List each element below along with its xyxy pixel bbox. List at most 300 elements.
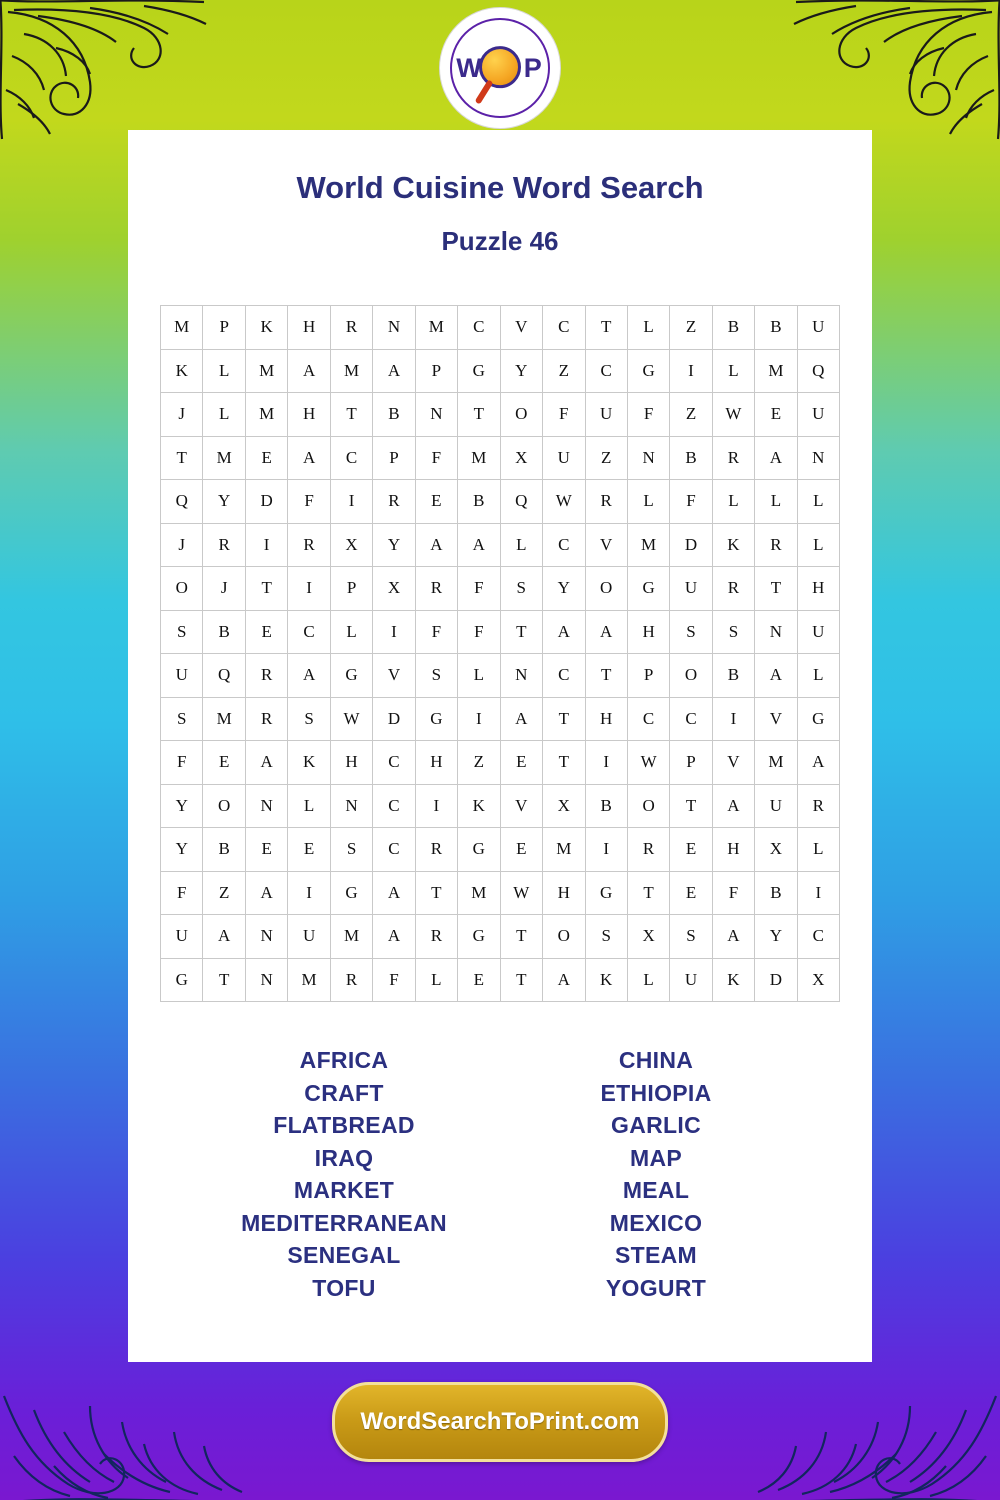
- grid-cell[interactable]: H: [415, 741, 457, 785]
- grid-cell[interactable]: K: [712, 523, 754, 567]
- grid-row: [161, 610, 840, 654]
- grid-cell[interactable]: N: [500, 654, 542, 698]
- grid-cell[interactable]: Q: [500, 480, 542, 524]
- grid-cell[interactable]: N: [245, 958, 287, 1002]
- grid-cell[interactable]: P: [415, 349, 457, 393]
- grid-cell[interactable]: U: [797, 306, 839, 350]
- grid-cell[interactable]: I: [712, 697, 754, 741]
- grid-cell[interactable]: C: [330, 436, 372, 480]
- grid-cell[interactable]: A: [373, 349, 415, 393]
- grid-cell[interactable]: H: [330, 741, 372, 785]
- grid-cell[interactable]: E: [415, 480, 457, 524]
- grid-cell[interactable]: R: [245, 654, 287, 698]
- grid-cell[interactable]: P: [373, 436, 415, 480]
- grid-cell[interactable]: L: [797, 523, 839, 567]
- grid-cell[interactable]: A: [458, 523, 500, 567]
- grid-cell[interactable]: V: [585, 523, 627, 567]
- grid-cell[interactable]: S: [585, 915, 627, 959]
- grid-cell[interactable]: G: [161, 958, 203, 1002]
- grid-cell[interactable]: A: [203, 915, 245, 959]
- grid-cell[interactable]: T: [330, 393, 372, 437]
- grid-cell[interactable]: T: [627, 871, 669, 915]
- grid-cell[interactable]: W: [330, 697, 372, 741]
- grid-cell[interactable]: R: [415, 828, 457, 872]
- grid-cell[interactable]: B: [458, 480, 500, 524]
- grid-cell[interactable]: U: [755, 784, 797, 828]
- grid-cell[interactable]: V: [500, 306, 542, 350]
- grid-cell[interactable]: L: [627, 306, 669, 350]
- grid-cell[interactable]: A: [712, 915, 754, 959]
- grid-cell[interactable]: P: [670, 741, 712, 785]
- grid-cell[interactable]: G: [330, 871, 372, 915]
- grid-cell[interactable]: N: [330, 784, 372, 828]
- grid-cell[interactable]: A: [245, 741, 287, 785]
- grid-cell[interactable]: E: [755, 393, 797, 437]
- grid-cell[interactable]: C: [543, 523, 585, 567]
- grid-cell[interactable]: R: [288, 523, 330, 567]
- grid-cell[interactable]: S: [670, 915, 712, 959]
- grid-cell[interactable]: F: [415, 610, 457, 654]
- grid-cell[interactable]: X: [543, 784, 585, 828]
- grid-cell[interactable]: T: [585, 654, 627, 698]
- grid-cell[interactable]: A: [500, 697, 542, 741]
- grid-cell[interactable]: A: [245, 871, 287, 915]
- grid-cell[interactable]: D: [245, 480, 287, 524]
- grid-row: [161, 871, 840, 915]
- grid-cell[interactable]: N: [373, 306, 415, 350]
- grid-cell[interactable]: F: [670, 480, 712, 524]
- grid-cell[interactable]: L: [712, 349, 754, 393]
- word-list-item: YOGURT: [605, 1274, 707, 1301]
- grid-cell[interactable]: I: [415, 784, 457, 828]
- grid-cell[interactable]: C: [458, 306, 500, 350]
- grid-cell[interactable]: X: [500, 436, 542, 480]
- word-list-item: FLATBREAD: [273, 1112, 415, 1138]
- grid-cell[interactable]: V: [500, 784, 542, 828]
- grid-row: [161, 567, 840, 611]
- grid-cell[interactable]: X: [330, 523, 372, 567]
- grid-cell[interactable]: M: [330, 915, 372, 959]
- grid-cell[interactable]: F: [543, 393, 585, 437]
- grid-row: [161, 958, 840, 1002]
- grid-cell[interactable]: M: [415, 306, 457, 350]
- grid-cell[interactable]: G: [330, 654, 372, 698]
- grid-row: [161, 654, 840, 698]
- grid-cell[interactable]: H: [288, 306, 330, 350]
- grid-cell[interactable]: C: [373, 828, 415, 872]
- grid-cell[interactable]: U: [797, 393, 839, 437]
- corner-ornament-top-left: [0, 0, 214, 144]
- logo-letter-left: W: [456, 52, 484, 83]
- grid-cell[interactable]: E: [288, 828, 330, 872]
- grid-cell[interactable]: L: [203, 393, 245, 437]
- grid-cell[interactable]: A: [415, 523, 457, 567]
- grid-cell[interactable]: K: [585, 958, 627, 1002]
- grid-cell[interactable]: M: [458, 871, 500, 915]
- grid-cell[interactable]: U: [288, 915, 330, 959]
- grid-cell[interactable]: I: [797, 871, 839, 915]
- grid-cell[interactable]: X: [797, 958, 839, 1002]
- grid-cell[interactable]: R: [712, 436, 754, 480]
- grid-cell[interactable]: M: [203, 697, 245, 741]
- grid-cell[interactable]: L: [627, 480, 669, 524]
- grid-cell[interactable]: E: [458, 958, 500, 1002]
- grid-cell[interactable]: L: [330, 610, 372, 654]
- grid-cell[interactable]: L: [797, 654, 839, 698]
- grid-cell[interactable]: P: [203, 306, 245, 350]
- puzzle-number: Puzzle 46: [441, 226, 559, 256]
- grid-cell[interactable]: M: [245, 393, 287, 437]
- grid-cell[interactable]: T: [415, 871, 457, 915]
- grid-cell[interactable]: O: [670, 654, 712, 698]
- grid-cell[interactable]: Z: [670, 306, 712, 350]
- grid-cell[interactable]: I: [288, 567, 330, 611]
- grid-cell[interactable]: T: [543, 697, 585, 741]
- grid-cell[interactable]: H: [288, 393, 330, 437]
- word-list-item: IRAQ: [314, 1144, 374, 1171]
- grid-cell[interactable]: G: [458, 349, 500, 393]
- grid-cell[interactable]: F: [161, 741, 203, 785]
- grid-cell[interactable]: Z: [585, 436, 627, 480]
- grid-cell[interactable]: E: [245, 610, 287, 654]
- grid-cell[interactable]: R: [712, 567, 754, 611]
- grid-cell[interactable]: M: [458, 436, 500, 480]
- grid-cell[interactable]: I: [245, 523, 287, 567]
- grid-cell[interactable]: R: [203, 523, 245, 567]
- grid-row: [161, 393, 840, 437]
- grid-cell[interactable]: O: [627, 784, 669, 828]
- grid-cell[interactable]: W: [543, 480, 585, 524]
- grid-cell[interactable]: I: [330, 480, 372, 524]
- grid-cell[interactable]: K: [245, 306, 287, 350]
- grid-cell[interactable]: G: [458, 828, 500, 872]
- grid-cell[interactable]: I: [670, 349, 712, 393]
- grid-cell[interactable]: L: [627, 958, 669, 1002]
- grid-cell[interactable]: W: [500, 871, 542, 915]
- grid-cell[interactable]: F: [458, 610, 500, 654]
- grid-cell[interactable]: Y: [500, 349, 542, 393]
- grid-cell[interactable]: H: [585, 697, 627, 741]
- grid-cell[interactable]: A: [288, 654, 330, 698]
- grid-cell[interactable]: E: [500, 741, 542, 785]
- logo-letters: [456, 53, 544, 84]
- grid-cell[interactable]: G: [585, 871, 627, 915]
- grid-cell[interactable]: H: [712, 828, 754, 872]
- grid-cell[interactable]: M: [203, 436, 245, 480]
- grid-cell[interactable]: T: [500, 958, 542, 1002]
- grid-cell[interactable]: N: [797, 436, 839, 480]
- grid-cell[interactable]: G: [627, 567, 669, 611]
- grid-cell[interactable]: Y: [543, 567, 585, 611]
- grid-cell[interactable]: F: [712, 871, 754, 915]
- grid-cell[interactable]: X: [627, 915, 669, 959]
- grid-cell[interactable]: B: [755, 871, 797, 915]
- grid-cell[interactable]: T: [500, 915, 542, 959]
- grid-cell[interactable]: M: [755, 741, 797, 785]
- grid-cell[interactable]: S: [161, 697, 203, 741]
- grid-cell[interactable]: E: [670, 828, 712, 872]
- grid-row: [161, 349, 840, 393]
- grid-cell[interactable]: O: [585, 567, 627, 611]
- word-list: [128, 1044, 872, 1304]
- grid-cell[interactable]: B: [203, 610, 245, 654]
- word-list-item: CRAFT: [304, 1079, 384, 1106]
- grid-cell[interactable]: M: [627, 523, 669, 567]
- grid-cell[interactable]: Q: [203, 654, 245, 698]
- grid-cell[interactable]: C: [670, 697, 712, 741]
- grid-cell[interactable]: T: [458, 393, 500, 437]
- word-list-item: GARLIC: [611, 1112, 701, 1138]
- grid-cell[interactable]: F: [161, 871, 203, 915]
- grid-cell[interactable]: T: [245, 567, 287, 611]
- grid-cell[interactable]: H: [543, 871, 585, 915]
- grid-cell[interactable]: P: [627, 654, 669, 698]
- grid-cell[interactable]: L: [415, 958, 457, 1002]
- word-list-item: TOFU: [312, 1274, 376, 1301]
- grid-cell[interactable]: J: [161, 523, 203, 567]
- grid-cell[interactable]: T: [585, 306, 627, 350]
- grid-cell[interactable]: L: [797, 480, 839, 524]
- grid-cell[interactable]: I: [288, 871, 330, 915]
- letter-grid-wrapper: [160, 305, 840, 1002]
- grid-cell[interactable]: A: [712, 784, 754, 828]
- grid-cell[interactable]: Z: [670, 393, 712, 437]
- grid-cell[interactable]: P: [330, 567, 372, 611]
- grid-cell[interactable]: U: [670, 958, 712, 1002]
- grid-cell[interactable]: K: [161, 349, 203, 393]
- grid-cell[interactable]: Y: [161, 784, 203, 828]
- grid-row: [161, 915, 840, 959]
- grid-cell[interactable]: L: [203, 349, 245, 393]
- grid-cell[interactable]: F: [415, 436, 457, 480]
- page-title: World Cuisine Word Search: [296, 170, 704, 205]
- grid-cell[interactable]: R: [245, 697, 287, 741]
- grid-cell[interactable]: F: [627, 393, 669, 437]
- grid-cell[interactable]: T: [543, 741, 585, 785]
- grid-cell[interactable]: L: [797, 828, 839, 872]
- grid-cell[interactable]: Z: [458, 741, 500, 785]
- grid-cell[interactable]: D: [373, 697, 415, 741]
- grid-cell[interactable]: A: [373, 871, 415, 915]
- grid-cell[interactable]: Q: [161, 480, 203, 524]
- grid-cell[interactable]: E: [500, 828, 542, 872]
- grid-cell[interactable]: M: [288, 958, 330, 1002]
- grid-cell[interactable]: A: [755, 654, 797, 698]
- grid-cell[interactable]: H: [797, 567, 839, 611]
- word-list-item: MEXICO: [609, 1209, 703, 1236]
- puzzle-sheet: [128, 130, 872, 1362]
- grid-cell[interactable]: B: [712, 654, 754, 698]
- grid-cell[interactable]: S: [500, 567, 542, 611]
- grid-cell[interactable]: M: [245, 349, 287, 393]
- grid-cell[interactable]: T: [161, 436, 203, 480]
- grid-cell[interactable]: O: [500, 393, 542, 437]
- grid-row: [161, 480, 840, 524]
- grid-cell[interactable]: Z: [203, 871, 245, 915]
- grid-cell[interactable]: A: [543, 610, 585, 654]
- grid-cell[interactable]: X: [755, 828, 797, 872]
- grid-cell[interactable]: C: [288, 610, 330, 654]
- grid-cell[interactable]: T: [670, 784, 712, 828]
- grid-cell[interactable]: M: [161, 306, 203, 350]
- logo-letter-right: P: [523, 52, 544, 83]
- grid-cell[interactable]: R: [585, 480, 627, 524]
- grid-cell[interactable]: K: [288, 741, 330, 785]
- grid-cell[interactable]: S: [670, 610, 712, 654]
- grid-cell[interactable]: A: [585, 610, 627, 654]
- grid-cell[interactable]: M: [755, 349, 797, 393]
- grid-cell[interactable]: I: [585, 741, 627, 785]
- word-list-item: AFRICA: [299, 1047, 389, 1073]
- grid-cell[interactable]: E: [670, 871, 712, 915]
- corner-ornament-top-right: [786, 0, 1000, 144]
- grid-cell[interactable]: C: [373, 741, 415, 785]
- grid-cell[interactable]: T: [755, 567, 797, 611]
- grid-cell[interactable]: U: [543, 436, 585, 480]
- grid-cell[interactable]: D: [755, 958, 797, 1002]
- grid-cell[interactable]: N: [755, 610, 797, 654]
- word-list-item: MEDITERRANEAN: [241, 1209, 447, 1236]
- grid-cell[interactable]: S: [712, 610, 754, 654]
- grid-cell[interactable]: V: [373, 654, 415, 698]
- grid-cell[interactable]: S: [161, 610, 203, 654]
- word-list-column-left: [188, 1044, 500, 1304]
- grid-cell[interactable]: U: [161, 654, 203, 698]
- grid-cell[interactable]: F: [458, 567, 500, 611]
- site-logo: [440, 8, 560, 128]
- grid-cell[interactable]: B: [755, 306, 797, 350]
- grid-cell[interactable]: Y: [755, 915, 797, 959]
- grid-cell[interactable]: G: [458, 915, 500, 959]
- grid-cell[interactable]: L: [458, 654, 500, 698]
- grid-cell[interactable]: F: [288, 480, 330, 524]
- grid-cell[interactable]: A: [755, 436, 797, 480]
- grid-cell[interactable]: B: [670, 436, 712, 480]
- grid-cell[interactable]: O: [203, 784, 245, 828]
- grid-cell[interactable]: E: [203, 741, 245, 785]
- grid-cell[interactable]: S: [415, 654, 457, 698]
- grid-cell[interactable]: S: [330, 828, 372, 872]
- word-list-item: ETHIOPIA: [600, 1079, 712, 1106]
- grid-cell[interactable]: C: [627, 697, 669, 741]
- grid-cell[interactable]: R: [330, 958, 372, 1002]
- grid-cell[interactable]: S: [288, 697, 330, 741]
- grid-cell[interactable]: L: [500, 523, 542, 567]
- grid-cell[interactable]: T: [203, 958, 245, 1002]
- grid-cell[interactable]: L: [755, 480, 797, 524]
- website-button-label: WordSearchToPrint.com: [360, 1408, 640, 1435]
- grid-cell[interactable]: N: [245, 784, 287, 828]
- grid-cell[interactable]: C: [373, 784, 415, 828]
- grid-cell[interactable]: W: [627, 741, 669, 785]
- grid-row: [161, 523, 840, 567]
- grid-cell[interactable]: C: [585, 349, 627, 393]
- grid-cell[interactable]: I: [373, 610, 415, 654]
- grid-cell[interactable]: T: [500, 610, 542, 654]
- grid-cell[interactable]: E: [245, 436, 287, 480]
- grid-row: [161, 306, 840, 350]
- grid-cell[interactable]: A: [288, 349, 330, 393]
- grid-cell[interactable]: R: [415, 567, 457, 611]
- grid-cell[interactable]: B: [373, 393, 415, 437]
- grid-cell[interactable]: Y: [373, 523, 415, 567]
- grid-cell[interactable]: C: [543, 306, 585, 350]
- grid-row: [161, 436, 840, 480]
- grid-cell[interactable]: M: [543, 828, 585, 872]
- grid-cell[interactable]: W: [712, 393, 754, 437]
- grid-cell[interactable]: U: [797, 610, 839, 654]
- word-list-item: SENEGAL: [287, 1242, 401, 1268]
- grid-cell[interactable]: U: [670, 567, 712, 611]
- grid-cell[interactable]: H: [627, 610, 669, 654]
- grid-cell[interactable]: O: [543, 915, 585, 959]
- grid-cell[interactable]: L: [288, 784, 330, 828]
- word-list-item: MARKET: [293, 1177, 395, 1203]
- letter-grid[interactable]: [160, 305, 840, 1002]
- grid-cell[interactable]: A: [797, 741, 839, 785]
- grid-cell[interactable]: R: [373, 480, 415, 524]
- grid-cell[interactable]: R: [627, 828, 669, 872]
- grid-row: [161, 697, 840, 741]
- website-button[interactable]: [332, 1382, 668, 1462]
- grid-cell[interactable]: G: [797, 697, 839, 741]
- grid-cell[interactable]: N: [415, 393, 457, 437]
- grid-cell[interactable]: B: [203, 828, 245, 872]
- grid-cell[interactable]: I: [585, 828, 627, 872]
- grid-cell[interactable]: U: [161, 915, 203, 959]
- grid-cell[interactable]: J: [203, 567, 245, 611]
- grid-cell[interactable]: O: [161, 567, 203, 611]
- grid-cell[interactable]: F: [373, 958, 415, 1002]
- grid-cell[interactable]: J: [161, 393, 203, 437]
- word-list-item: STEAM: [615, 1242, 697, 1268]
- grid-cell[interactable]: R: [415, 915, 457, 959]
- grid-cell[interactable]: N: [627, 436, 669, 480]
- word-list-item: MAP: [629, 1144, 682, 1171]
- grid-cell[interactable]: Y: [203, 480, 245, 524]
- grid-cell[interactable]: X: [373, 567, 415, 611]
- grid-cell[interactable]: U: [585, 393, 627, 437]
- grid-cell[interactable]: B: [585, 784, 627, 828]
- grid-cell[interactable]: C: [797, 915, 839, 959]
- grid-cell[interactable]: V: [712, 741, 754, 785]
- grid-cell[interactable]: Y: [161, 828, 203, 872]
- grid-row: [161, 828, 840, 872]
- grid-cell[interactable]: Z: [543, 349, 585, 393]
- grid-cell[interactable]: G: [415, 697, 457, 741]
- grid-cell[interactable]: D: [670, 523, 712, 567]
- grid-cell[interactable]: A: [288, 436, 330, 480]
- grid-cell[interactable]: A: [373, 915, 415, 959]
- grid-row: [161, 784, 840, 828]
- grid-cell[interactable]: G: [627, 349, 669, 393]
- grid-cell[interactable]: E: [245, 828, 287, 872]
- grid-cell[interactable]: C: [543, 654, 585, 698]
- grid-cell[interactable]: R: [330, 306, 372, 350]
- grid-cell[interactable]: R: [797, 784, 839, 828]
- grid-cell[interactable]: V: [755, 697, 797, 741]
- grid-cell[interactable]: I: [458, 697, 500, 741]
- grid-cell[interactable]: K: [458, 784, 500, 828]
- grid-cell[interactable]: L: [712, 480, 754, 524]
- grid-cell[interactable]: M: [330, 349, 372, 393]
- grid-cell[interactable]: B: [712, 306, 754, 350]
- grid-cell[interactable]: R: [755, 523, 797, 567]
- grid-cell[interactable]: N: [245, 915, 287, 959]
- grid-cell[interactable]: A: [543, 958, 585, 1002]
- grid-cell[interactable]: K: [712, 958, 754, 1002]
- grid-cell[interactable]: Q: [797, 349, 839, 393]
